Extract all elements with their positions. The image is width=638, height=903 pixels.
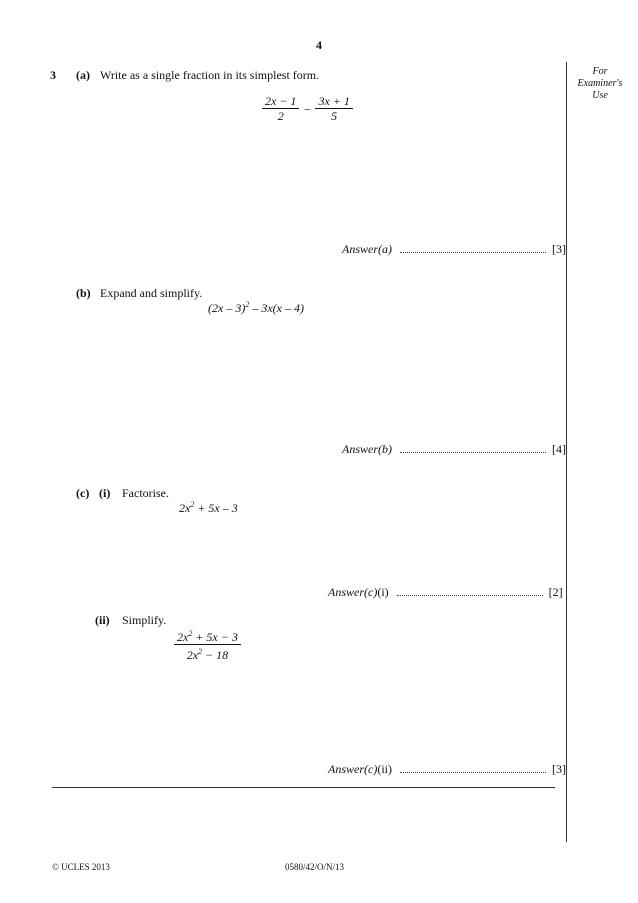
part-c-i-expression bbox=[179, 500, 238, 516]
part-c-i-label: (i) bbox=[99, 486, 111, 500]
examiner-margin-line bbox=[566, 62, 567, 842]
answer-a-line bbox=[342, 242, 566, 257]
part-b-expr-a: (2x – 3) bbox=[208, 301, 246, 315]
answer-b-field[interactable] bbox=[400, 442, 546, 453]
minus-operator: – bbox=[304, 101, 311, 115]
part-c-ii-instruction: Simplify. bbox=[122, 613, 167, 627]
answer-c-i-label: Answer(c) bbox=[328, 585, 378, 599]
part-c-ii-denominator bbox=[184, 645, 231, 662]
part-b-instruction: Expand and simplify. bbox=[100, 286, 203, 300]
answer-c-ii-marks: [3] bbox=[552, 762, 566, 776]
answer-c-i-marks: [2] bbox=[548, 585, 563, 599]
part-b-expr-sup: 2 bbox=[245, 300, 250, 309]
answer-b-label: Answer(b) bbox=[342, 442, 392, 456]
part-b-expression bbox=[208, 300, 304, 316]
fraction-2 bbox=[315, 94, 352, 123]
footer-paper-code: 0580/42/O/N/13 bbox=[285, 862, 345, 872]
examiner-use-label bbox=[568, 66, 632, 102]
part-c-ii-label: (ii) bbox=[95, 613, 110, 627]
part-b-expr-b: – 3x(x – 4) bbox=[249, 301, 304, 315]
part-c-ii-numerator bbox=[174, 627, 241, 645]
part-c-i-expr-a: 2x bbox=[179, 501, 191, 515]
page-number: 4 bbox=[316, 38, 322, 52]
part-a-instruction: Write as a single fraction in its simplest form. bbox=[100, 68, 320, 82]
part-c-ii-den-sup: 2 bbox=[198, 647, 203, 656]
fraction-1-numerator: 2x − 1 bbox=[262, 94, 299, 109]
examiner-use-line2: Examiner's bbox=[577, 78, 623, 89]
fraction-1-denominator: 2 bbox=[277, 109, 284, 123]
part-c-ii-fraction bbox=[174, 627, 241, 662]
answer-a-field[interactable] bbox=[400, 242, 546, 253]
examiner-use-line1: For bbox=[592, 66, 608, 77]
examiner-use-line3: Use bbox=[592, 90, 608, 101]
part-a-label: (a) bbox=[76, 68, 90, 82]
part-c-ii-den-a: 2x bbox=[186, 648, 199, 662]
part-b-label: (b) bbox=[76, 286, 91, 300]
answer-c-ii-suffix: (ii) bbox=[377, 762, 392, 776]
fraction-1 bbox=[262, 94, 299, 123]
part-c-i-instruction: Factorise. bbox=[122, 486, 169, 500]
answer-b-line bbox=[342, 442, 566, 457]
part-c-ii-num-b: + 5x − 3 bbox=[192, 630, 238, 644]
answer-c-i-line bbox=[328, 585, 563, 600]
part-c-ii-den-b: − 18 bbox=[202, 648, 229, 662]
footer-copyright: © UCLES 2013 bbox=[52, 862, 110, 872]
question-number: 3 bbox=[50, 68, 56, 82]
part-c-i-expr-sup: 2 bbox=[190, 500, 195, 509]
part-c-ii-num-a: 2x bbox=[177, 630, 189, 644]
answer-c-ii-field[interactable] bbox=[400, 762, 546, 773]
part-c-ii-expression bbox=[174, 627, 241, 662]
answer-c-ii-line bbox=[328, 762, 566, 777]
part-c-i-expr-b: + 5x – 3 bbox=[194, 501, 238, 515]
answer-a-marks: [3] bbox=[552, 242, 566, 256]
answer-c-ii-label: Answer(c) bbox=[328, 762, 378, 776]
answer-c-i-field[interactable] bbox=[397, 585, 543, 596]
part-c-label: (c) bbox=[76, 486, 90, 500]
part-a-expression bbox=[262, 94, 353, 123]
answer-b-marks: [4] bbox=[552, 442, 566, 456]
fraction-2-denominator: 5 bbox=[331, 109, 338, 123]
bottom-rule bbox=[52, 787, 555, 788]
answer-c-i-suffix: (i) bbox=[377, 585, 389, 599]
answer-a-label: Answer(a) bbox=[342, 242, 392, 256]
part-c-ii-num-sup: 2 bbox=[188, 629, 193, 638]
fraction-2-numerator: 3x + 1 bbox=[315, 94, 352, 109]
